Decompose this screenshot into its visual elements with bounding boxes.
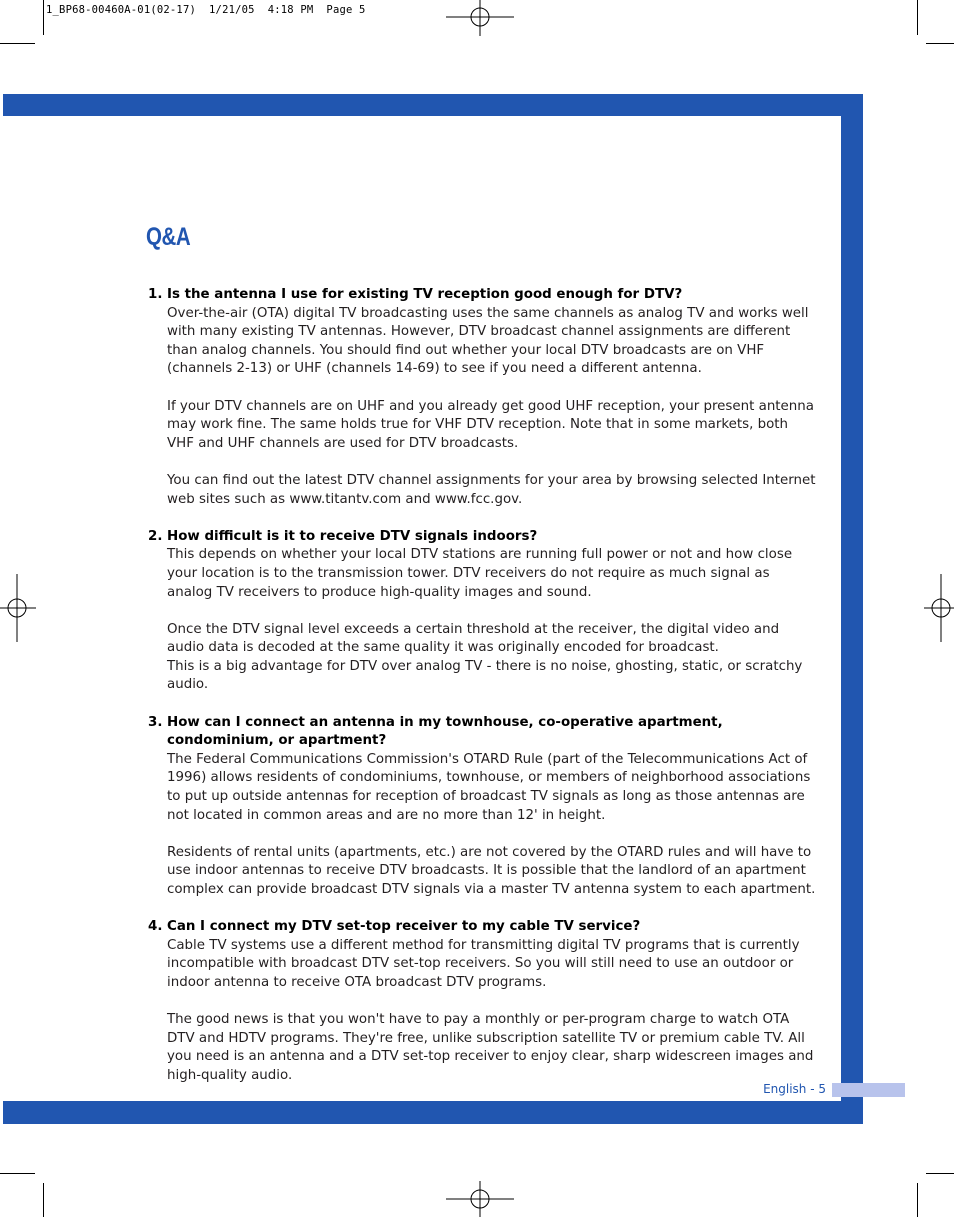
crop-mark <box>0 1173 35 1174</box>
page-footer: English - 5 <box>763 1082 826 1096</box>
page-title: Q&A <box>146 223 191 251</box>
qa-item-2 <box>148 528 816 695</box>
question-text: How difficult is it to receive DTV signals indoors? <box>167 528 538 544</box>
registration-mark-icon <box>0 574 36 642</box>
answer-paragraph: Once the DTV signal level exceeds a certain threshold at the receiver, the digital video and audio data is decoded at the same quality it was originally encoded for broadcast. This is a big advantage for DTV over analog TV - there is no noise, ghosting, static, or scratchy audio. <box>167 621 803 693</box>
crop-mark <box>926 43 954 44</box>
answer-paragraph: The Federal Communications Commission's OTARD Rule (part of the Telecommunications Act of 1996) allows residents of condominiums, townhouse, or members of neighborhood associations to put up outside antennas for reception of broadcast TV signals as long as those antennas are not located in common areas and are no more than 12' in height. <box>167 751 811 823</box>
page-number-tab <box>832 1083 905 1097</box>
question <box>148 286 816 305</box>
answer-paragraph: If your DTV channels are on UHF and you already get good UHF reception, your present antenna may work fine. The same holds true for VHF DTV reception. Note that in some markets, both VHF and UHF channels are used for DTV broadcasts. <box>167 398 814 451</box>
question-number: 3. <box>148 714 163 730</box>
answer <box>167 937 816 1086</box>
answer-paragraph: Over-the-air (OTA) digital TV broadcasting uses the same channels as analog TV and works well with many existing TV antennas. However, DTV broadcast channel assignments are different than analog channels. You should find out whether your local DTV broadcasts are on VHF (channels 2-13) or UHF (channels 14-69) to see if you need a different antenna. <box>167 305 809 377</box>
print-slug: 1_BP68-00460A-01(02-17) 1/21/05 4:18 PM Page 5 <box>46 4 366 16</box>
registration-mark-icon <box>446 1181 514 1217</box>
answer <box>167 546 816 695</box>
crop-mark <box>43 1183 44 1217</box>
answer-paragraph: This depends on whether your local DTV stations are running full power or not and how close your location is to the transmission tower. DTV receivers do not require as much signal as analog TV receivers to produce high-quality images and sound. <box>167 547 793 600</box>
question-text: Can I connect my DTV set-top receiver to my cable TV service? <box>167 919 641 935</box>
question-number: 4. <box>148 919 163 935</box>
question <box>148 714 816 751</box>
answer-paragraph: You can find out the latest DTV channel assignments for your area by browsing selected Internet web sites such as www.titantv.com and www.fcc.gov. <box>167 472 816 507</box>
qa-item-4 <box>148 918 816 1085</box>
header-band <box>3 94 863 116</box>
answer-paragraph: Residents of rental units (apartments, etc.) are not covered by the OTARD rules and will have to use indoor antennas to receive DTV broadcasts. It is possible that the landlord of an apartment complex can provide broadcast DTV signals via a master TV antenna system to each apartment. <box>167 844 816 897</box>
answer <box>167 305 816 510</box>
question-text: How can I connect an antenna in my townhouse, co-operative apartment, condominium, or apartment? <box>167 714 723 749</box>
crop-mark <box>43 0 44 35</box>
answer-paragraph: The good news is that you won't have to pay a monthly or per-program charge to watch OTA DTV and HDTV programs. They're free, unlike subscription satellite TV or premium cable TV. All you need is an antenna and a DTV set-top receiver to enjoy clear, sharp widescreen images and high-quality audio. <box>167 1012 814 1083</box>
registration-mark-icon <box>446 0 514 36</box>
answer-paragraph: Cable TV systems use a different method for transmitting digital TV programs that is currently incompatible with broadcast DTV set-top receivers. So you will still need to use an outdoor or indoor antenna to receive OTA broadcast DTV programs. <box>167 937 800 990</box>
question <box>148 528 816 547</box>
registration-mark-icon <box>924 574 954 642</box>
crop-mark <box>917 0 918 35</box>
footer-band <box>3 1101 863 1124</box>
question-text: Is the antenna I use for existing TV reception good enough for DTV? <box>167 287 683 302</box>
qa-item-1 <box>148 286 816 509</box>
answer <box>167 751 816 900</box>
qa-list <box>148 286 816 1086</box>
question <box>148 918 816 937</box>
crop-mark <box>926 1173 954 1174</box>
qa-item-3 <box>148 714 816 900</box>
question-number: 2. <box>148 528 163 544</box>
question-number: 1. <box>148 287 163 302</box>
crop-mark <box>0 43 35 44</box>
crop-mark <box>917 1183 918 1217</box>
side-band <box>841 94 863 1124</box>
